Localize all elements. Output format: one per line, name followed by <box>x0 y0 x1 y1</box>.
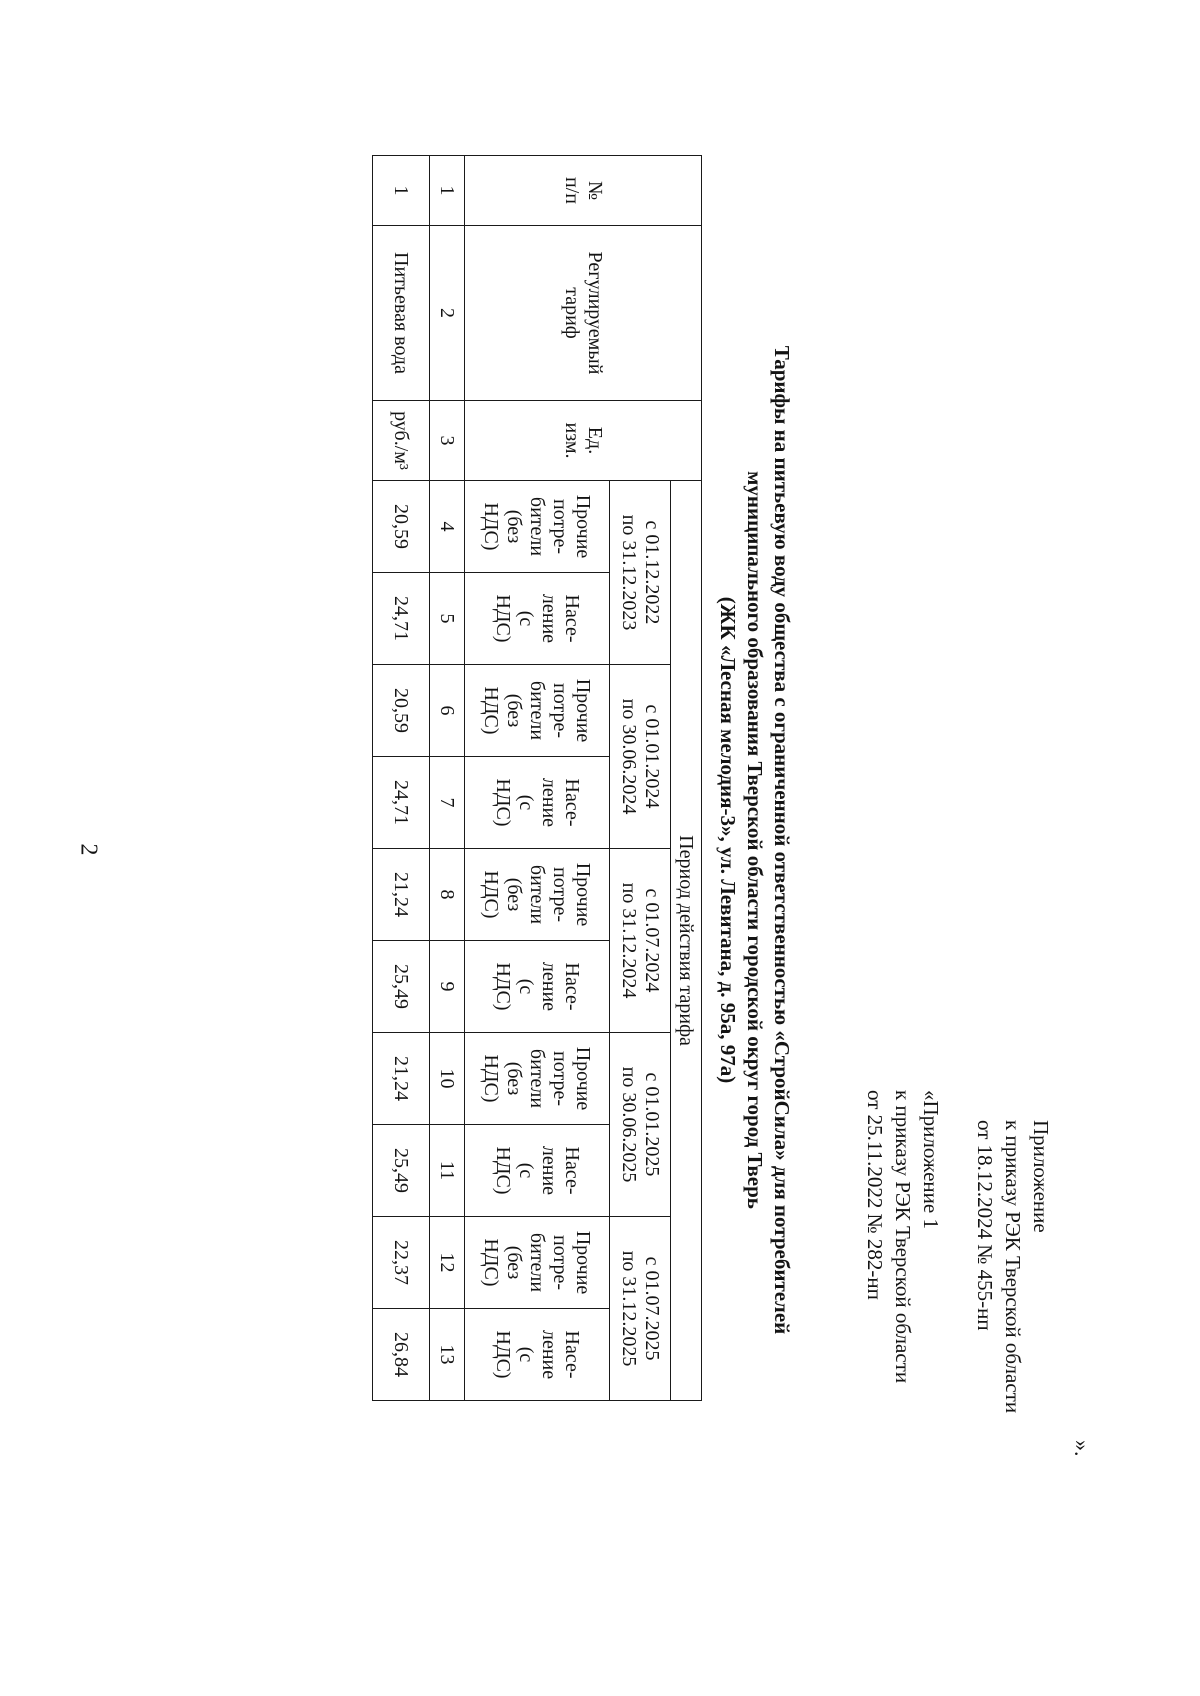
index-cell: 11 <box>430 1125 465 1217</box>
approval-previous-line-2: к приказу РЭК Тверской области <box>891 1090 915 1384</box>
document-sheet <box>175 110 1095 1550</box>
approval-block-current <box>971 1120 1055 1413</box>
header-group-other: Прочие потре- бители (без НДС) <box>465 1033 610 1125</box>
table-header-row-period <box>671 156 702 1401</box>
table-row <box>373 156 430 1401</box>
index-cell: 5 <box>430 573 465 665</box>
tariff-value: 20,59 <box>373 481 430 573</box>
index-cell: 7 <box>430 757 465 849</box>
header-unit: Ед. изм. <box>465 401 702 481</box>
header-group-other: Прочие потре- бители (без НДС) <box>465 481 610 573</box>
row-tariff: Питьевая вода <box>373 226 430 401</box>
header-period-1: с 01.12.2022 по 31.12.2023 <box>610 481 671 665</box>
title-line-1: Тарифы на питьевую воду общества с ограниченной ответственностью «СтройСила» для потребителей <box>770 345 794 1335</box>
header-group-population: Насе- ление (с НДС) <box>465 1125 610 1217</box>
index-cell: 1 <box>430 156 465 226</box>
approval-current-line-1: Приложение <box>1029 1120 1053 1233</box>
approval-current-line-2: к приказу РЭК Тверской области <box>1001 1120 1025 1414</box>
tariff-value: 24,71 <box>373 573 430 665</box>
tariff-value: 20,59 <box>373 665 430 757</box>
index-cell: 6 <box>430 665 465 757</box>
document-title <box>714 120 795 1560</box>
approval-block-previous <box>861 1090 945 1383</box>
tariff-value: 25,49 <box>373 1125 430 1217</box>
header-group-other: Прочие потре- бители (без НДС) <box>465 665 610 757</box>
row-unit: руб./м³ <box>373 401 430 481</box>
table-index-row <box>430 156 465 1401</box>
index-cell: 3 <box>430 401 465 481</box>
tariff-value: 26,84 <box>373 1309 430 1401</box>
index-cell: 4 <box>430 481 465 573</box>
header-group-population: Насе- ление (с НДС) <box>465 1309 610 1401</box>
header-group-population: Насе- ление (с НДС) <box>465 573 610 665</box>
tariff-value: 21,24 <box>373 1033 430 1125</box>
approval-previous-line-1: «Приложение 1 <box>919 1090 943 1229</box>
index-cell: 8 <box>430 849 465 941</box>
closing-quote: ». <box>1070 1440 1095 1457</box>
header-period-5: с 01.07.2025 по 31.12.2025 <box>610 1217 671 1401</box>
header-period-2: с 01.01.2024 по 30.06.2024 <box>610 665 671 849</box>
header-number: № п/п <box>465 156 702 226</box>
header-tariff: Регулируемый тариф <box>465 226 702 401</box>
approval-previous-line-3: от 25.11.2022 № 282-нп <box>863 1090 887 1300</box>
header-period: Период действия тарифа <box>671 481 702 1401</box>
tariff-value: 21,24 <box>373 849 430 941</box>
index-cell: 12 <box>430 1217 465 1309</box>
index-cell: 2 <box>430 226 465 401</box>
index-cell: 9 <box>430 941 465 1033</box>
header-group-other: Прочие потре- бители (без НДС) <box>465 1217 610 1309</box>
tariff-table <box>372 155 702 1401</box>
row-number: 1 <box>373 156 430 226</box>
header-group-other: Прочие потре- бители (без НДС) <box>465 849 610 941</box>
approval-current-line-3: от 18.12.2024 № 455-нп <box>973 1120 997 1331</box>
page-number: 2 <box>75 843 102 856</box>
index-cell: 10 <box>430 1033 465 1125</box>
header-period-4: с 01.01.2025 по 30.06.2025 <box>610 1033 671 1217</box>
tariff-value: 22,37 <box>373 1217 430 1309</box>
header-group-population: Насе- ление (с НДС) <box>465 941 610 1033</box>
header-period-3: с 01.07.2024 по 31.12.2024 <box>610 849 671 1033</box>
tariff-value: 24,71 <box>373 757 430 849</box>
index-cell: 13 <box>430 1309 465 1401</box>
header-group-population: Насе- ление (с НДС) <box>465 757 610 849</box>
title-line-3: (ЖК «Лесная мелодия-3», ул. Левитана, д. 95а, 97а) <box>716 596 740 1084</box>
title-line-2: муниципального образования Тверской области городской округ город Тверь <box>743 471 767 1209</box>
tariff-value: 25,49 <box>373 941 430 1033</box>
